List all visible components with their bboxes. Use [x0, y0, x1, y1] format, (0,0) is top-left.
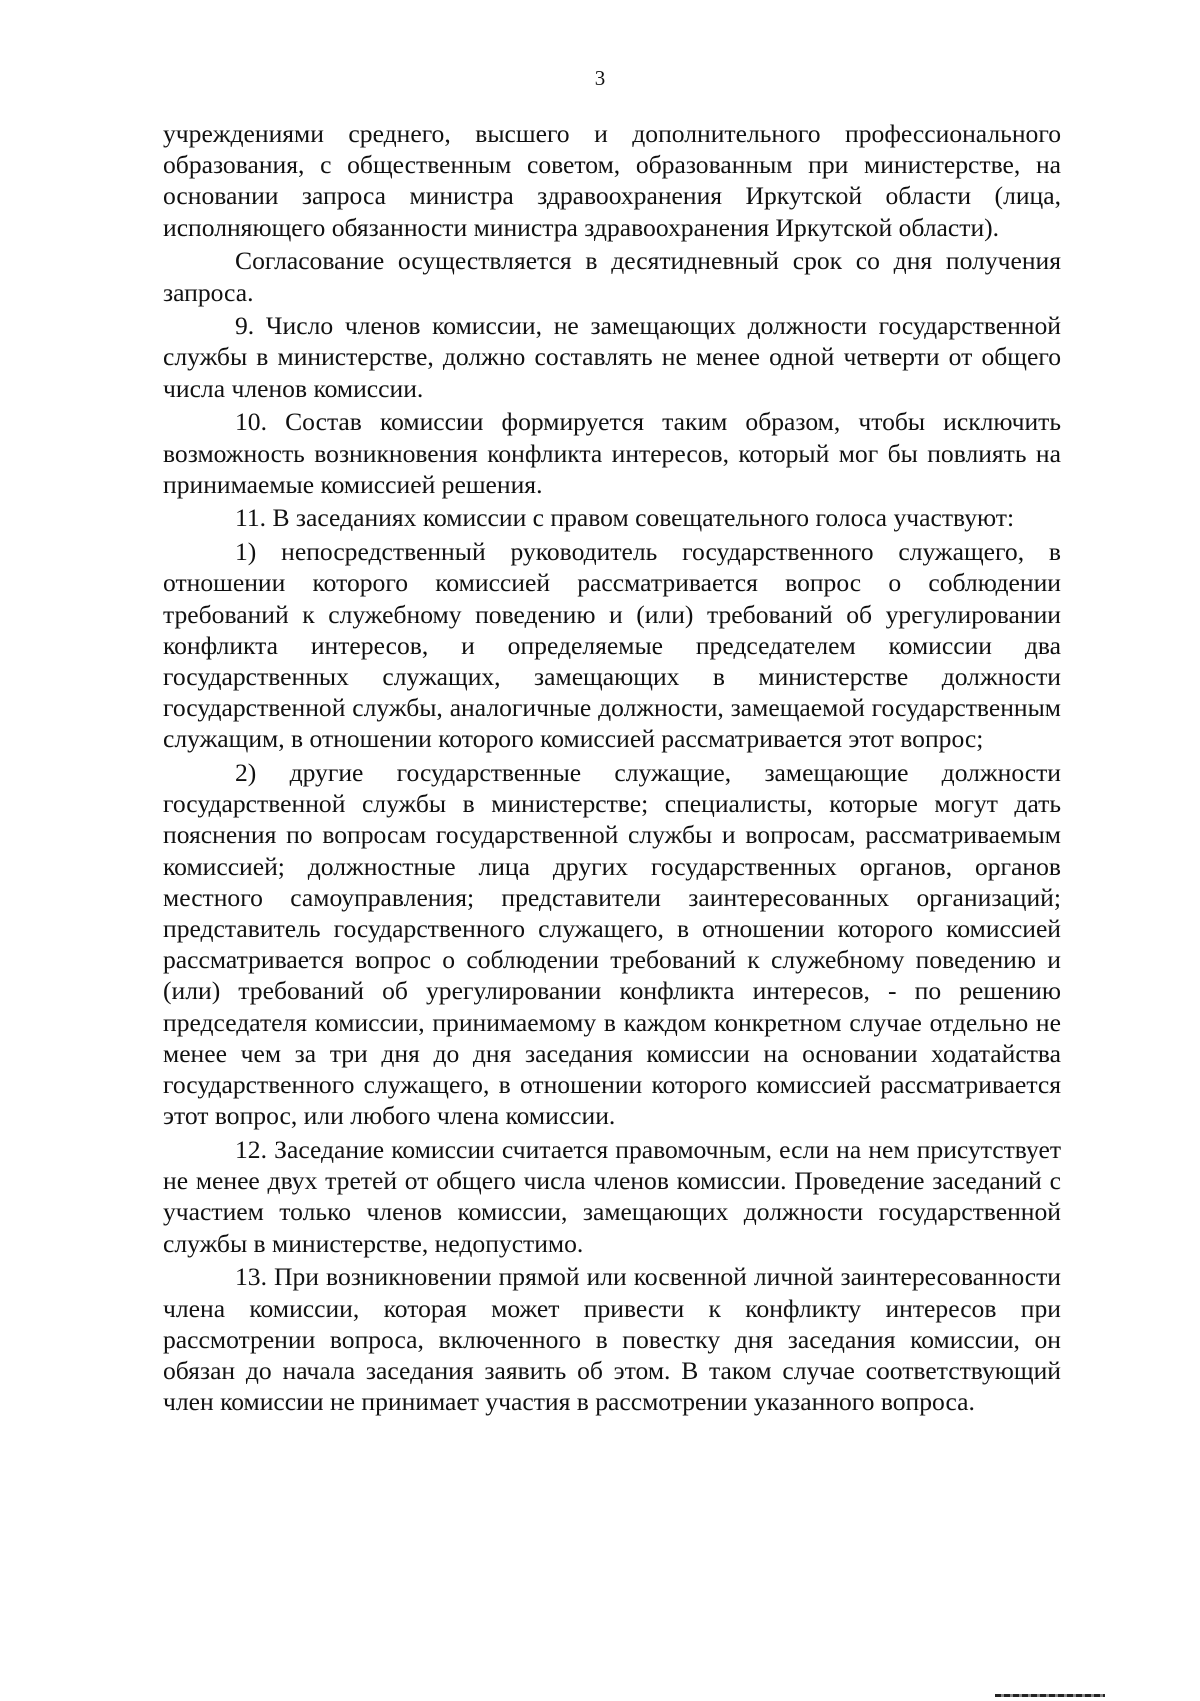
paragraph-12: 12. Заседание комиссии считается правомочным, если на нем присутствует не менее двух третей от общего числа членов комиссии. Проведение заседаний с участием только членов комиссии, замещающих должности государственной службы в министерстве, недопустимо.	[163, 1135, 1061, 1258]
paragraph-13: 13. При возникновении прямой или косвенной личной заинтересованности члена комиссии, которая может привести к конфликту интересов при рассмотрении вопроса, включенного в повестку дня заседания комиссии, он обязан до начала заседания заявить об этом. В таком случае соответствующий член комиссии не принимает участия в рассмотрении указанного вопроса.	[163, 1262, 1061, 1417]
paragraph-11-item-1: 1) непосредственный руководитель государственного служащего, в отношении которого комиссией рассматривается вопрос о соблюдении требований к служебному поведению и (или) требований об урегулировании конфликта интересов, и определяемые председателем комиссии два государственных служащих, замещающих в министерстве должности государственной службы, аналогичные должности, замещаемой государственным служащим, в отношении которого комиссией рассматривается этот вопрос;	[163, 537, 1061, 754]
paragraph-10: 10. Состав комиссии формируется таким образом, чтобы исключить возможность возникновения конфликта интересов, который мог бы повлиять на принимаемые комиссией решения.	[163, 407, 1061, 499]
paragraph-11-item-2: 2) другие государственные служащие, замещающие должности государственной службы в министерстве; специалисты, которые могут дать пояснения по вопросам государственной службы и вопросам, рассматриваемым комиссией; должностные лица других государственных органов, органов местного самоуправления; представители заинтересованных организаций; представитель государственного служащего, в отношении которого комиссией рассматривается вопрос о соблюдении требований к служебному поведению и (или) требований об урегулировании конфликта интересов, - по решению председателя комиссии, принимаемому в каждом конкретном случае отдельно не менее чем за три дня до дня заседания комиссии на основании ходатайства государственного служащего, в отношении которого комиссией рассматривается этот вопрос, или любого члена комиссии.	[163, 758, 1061, 1131]
paragraph-continuation: учреждениями среднего, высшего и дополнительного профессионального образования, с общественным советом, образованным при министерстве, на основании запроса министра здравоохранения Иркутской области (лица, исполняющего обязанности министра здравоохранения Иркутской области).	[163, 119, 1061, 242]
page-number: 3	[594, 66, 606, 90]
paragraph-approval-term: Согласование осуществляется в десятидневный срок со дня получения запроса.	[163, 246, 1061, 307]
scan-edge-mark	[995, 1694, 1105, 1697]
paragraph-11: 11. В заседаниях комиссии с правом совещательного голоса участвуют:	[235, 503, 1015, 533]
document-body	[163, 118, 1061, 1420]
paragraph-9: 9. Число членов комиссии, не замещающих должности государственной службы в министерстве, должно составлять не менее одной четверти от общего числа членов комиссии.	[163, 311, 1061, 403]
